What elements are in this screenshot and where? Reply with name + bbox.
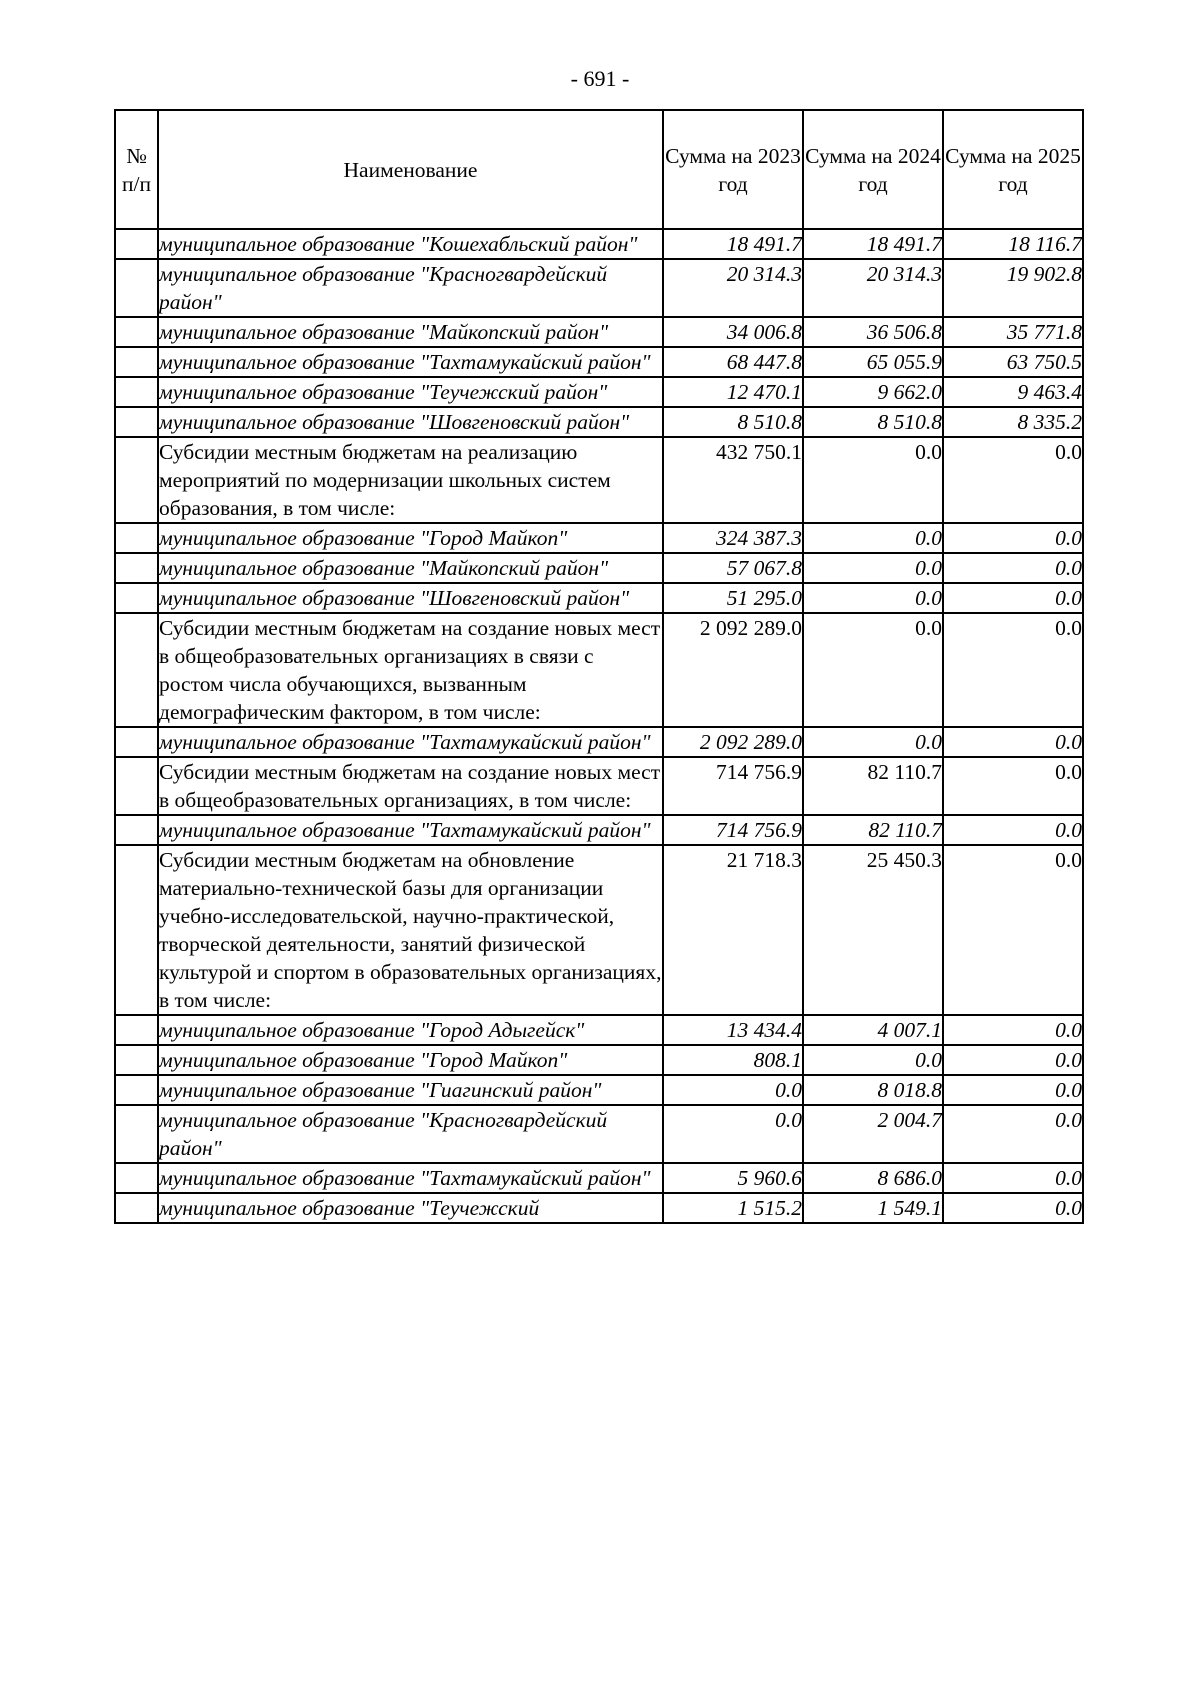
table-row [115,1075,1083,1105]
row-2024-cell: 8 018.8 [803,1075,943,1105]
row-number-cell [115,1105,158,1163]
row-2023-cell: 808.1 [663,1045,803,1075]
row-2024-cell: 20 314.3 [803,259,943,317]
budget-table [114,109,1084,1224]
row-number-cell [115,523,158,553]
row-2025-cell: 0.0 [943,553,1083,583]
table-row [115,377,1083,407]
row-2024-cell: 8 510.8 [803,407,943,437]
row-2024-cell: 82 110.7 [803,757,943,815]
row-name-cell: муниципальное образование "Красногвардейский район" [158,259,663,317]
row-number-cell [115,229,158,259]
row-2025-cell: 0.0 [943,583,1083,613]
row-2023-cell: 57 067.8 [663,553,803,583]
row-2023-cell: 432 750.1 [663,437,803,523]
row-2023-cell: 0.0 [663,1075,803,1105]
row-2023-cell: 21 718.3 [663,845,803,1015]
row-number-cell [115,1045,158,1075]
row-2025-cell: 0.0 [943,437,1083,523]
row-2024-cell: 8 686.0 [803,1163,943,1193]
row-2025-cell: 0.0 [943,815,1083,845]
row-2024-cell: 82 110.7 [803,815,943,845]
table-row [115,727,1083,757]
row-2023-cell: 2 092 289.0 [663,727,803,757]
row-2024-cell: 0.0 [803,583,943,613]
row-name-cell: Субсидии местным бюджетам на реализацию мероприятий по модернизации школьных систем образования, в том числе: [158,437,663,523]
header-2025: Сумма на 2025 год [943,110,1083,229]
row-2023-cell: 13 434.4 [663,1015,803,1045]
row-number-cell [115,815,158,845]
row-2023-cell: 714 756.9 [663,815,803,845]
row-name-cell: муниципальное образование "Майкопский район" [158,317,663,347]
row-name-cell: Субсидии местным бюджетам на обновление материально-технической базы для организации учебно-исследовательской, научно-практической, творческой деятельности, занятий физической культурой и спортом в образовательных организациях, в том числе: [158,845,663,1015]
row-2025-cell: 63 750.5 [943,347,1083,377]
header-2023: Сумма на 2023 год [663,110,803,229]
row-2023-cell: 51 295.0 [663,583,803,613]
row-2025-cell: 0.0 [943,757,1083,815]
row-2025-cell: 0.0 [943,1015,1083,1045]
table-row [115,523,1083,553]
row-2024-cell: 18 491.7 [803,229,943,259]
row-number-cell [115,259,158,317]
row-2024-cell: 65 055.9 [803,347,943,377]
row-2025-cell: 0.0 [943,1193,1083,1223]
row-number-cell [115,845,158,1015]
row-2025-cell: 0.0 [943,1105,1083,1163]
row-2023-cell: 8 510.8 [663,407,803,437]
row-number-cell [115,757,158,815]
row-2023-cell: 5 960.6 [663,1163,803,1193]
row-number-cell [115,613,158,727]
row-2024-cell: 0.0 [803,613,943,727]
table-row [115,437,1083,523]
table-row [115,1193,1083,1223]
table-row [115,1015,1083,1045]
row-name-cell: муниципальное образование "Город Адыгейск" [158,1015,663,1045]
row-2023-cell: 0.0 [663,1105,803,1163]
row-2025-cell: 0.0 [943,523,1083,553]
row-2023-cell: 714 756.9 [663,757,803,815]
header-name: Наименование [158,110,663,229]
row-number-cell [115,317,158,347]
row-2023-cell: 20 314.3 [663,259,803,317]
row-name-cell: муниципальное образование "Тахтамукайский район" [158,347,663,377]
row-2024-cell: 9 662.0 [803,377,943,407]
row-2023-cell: 1 515.2 [663,1193,803,1223]
row-2025-cell: 18 116.7 [943,229,1083,259]
row-2025-cell: 9 463.4 [943,377,1083,407]
row-2023-cell: 12 470.1 [663,377,803,407]
row-2024-cell: 2 004.7 [803,1105,943,1163]
row-name-cell: муниципальное образование "Теучежский район" [158,377,663,407]
row-2023-cell: 68 447.8 [663,347,803,377]
row-2024-cell: 0.0 [803,523,943,553]
row-name-cell: муниципальное образование "Гиагинский район" [158,1075,663,1105]
row-name-cell: муниципальное образование "Город Майкоп" [158,1045,663,1075]
row-2025-cell: 0.0 [943,727,1083,757]
row-number-cell [115,437,158,523]
header-num: № п/п [115,110,158,229]
row-2025-cell: 19 902.8 [943,259,1083,317]
row-2023-cell: 324 387.3 [663,523,803,553]
row-2025-cell: 0.0 [943,845,1083,1015]
row-name-cell: Субсидии местным бюджетам на создание новых мест в общеобразовательных организациях, в том числе: [158,757,663,815]
row-name-cell: муниципальное образование "Тахтамукайский район" [158,727,663,757]
table-row [115,1045,1083,1075]
row-name-cell: муниципальное образование "Кошехабльский район" [158,229,663,259]
row-name-cell: муниципальное образование "Тахтамукайский район" [158,1163,663,1193]
table-row [115,1163,1083,1193]
table-row [115,407,1083,437]
row-name-cell: муниципальное образование "Майкопский район" [158,553,663,583]
row-2025-cell: 8 335.2 [943,407,1083,437]
row-number-cell [115,553,158,583]
table-body [115,229,1083,1223]
row-2024-cell: 0.0 [803,1045,943,1075]
row-name-cell: муниципальное образование "Шовгеновский район" [158,407,663,437]
row-2024-cell: 0.0 [803,437,943,523]
row-number-cell [115,1075,158,1105]
table-row [115,845,1083,1015]
row-2024-cell: 25 450.3 [803,845,943,1015]
table-header-row [115,110,1083,229]
row-2025-cell: 0.0 [943,1075,1083,1105]
row-2024-cell: 36 506.8 [803,317,943,347]
row-2023-cell: 2 092 289.0 [663,613,803,727]
table-row [115,583,1083,613]
table-row [115,229,1083,259]
row-name-cell: муниципальное образование "Теучежский [158,1193,663,1223]
row-2025-cell: 35 771.8 [943,317,1083,347]
row-number-cell [115,1193,158,1223]
row-2023-cell: 34 006.8 [663,317,803,347]
row-number-cell [115,377,158,407]
row-name-cell: Субсидии местным бюджетам на создание новых мест в общеобразовательных организациях в связи с ростом числа обучающихся, вызванным демографическим фактором, в том числе: [158,613,663,727]
table-row [115,757,1083,815]
row-2023-cell: 18 491.7 [663,229,803,259]
row-2024-cell: 0.0 [803,553,943,583]
row-number-cell [115,1163,158,1193]
table-row [115,259,1083,317]
table-row [115,347,1083,377]
table-row [115,815,1083,845]
row-number-cell [115,407,158,437]
row-2024-cell: 4 007.1 [803,1015,943,1045]
row-2025-cell: 0.0 [943,1163,1083,1193]
row-name-cell: муниципальное образование "Тахтамукайский район" [158,815,663,845]
table-row [115,613,1083,727]
header-2024: Сумма на 2024 год [803,110,943,229]
row-2025-cell: 0.0 [943,613,1083,727]
page-number: - 691 - [570,66,630,91]
table-row [115,553,1083,583]
row-number-cell [115,727,158,757]
row-2024-cell: 0.0 [803,727,943,757]
table-row [115,1105,1083,1163]
row-2025-cell: 0.0 [943,1045,1083,1075]
row-number-cell [115,347,158,377]
row-number-cell [115,1015,158,1045]
row-name-cell: муниципальное образование "Красногвардейский район" [158,1105,663,1163]
row-name-cell: муниципальное образование "Шовгеновский район" [158,583,663,613]
row-2024-cell: 1 549.1 [803,1193,943,1223]
table-row [115,317,1083,347]
row-name-cell: муниципальное образование "Город Майкоп" [158,523,663,553]
row-number-cell [115,583,158,613]
